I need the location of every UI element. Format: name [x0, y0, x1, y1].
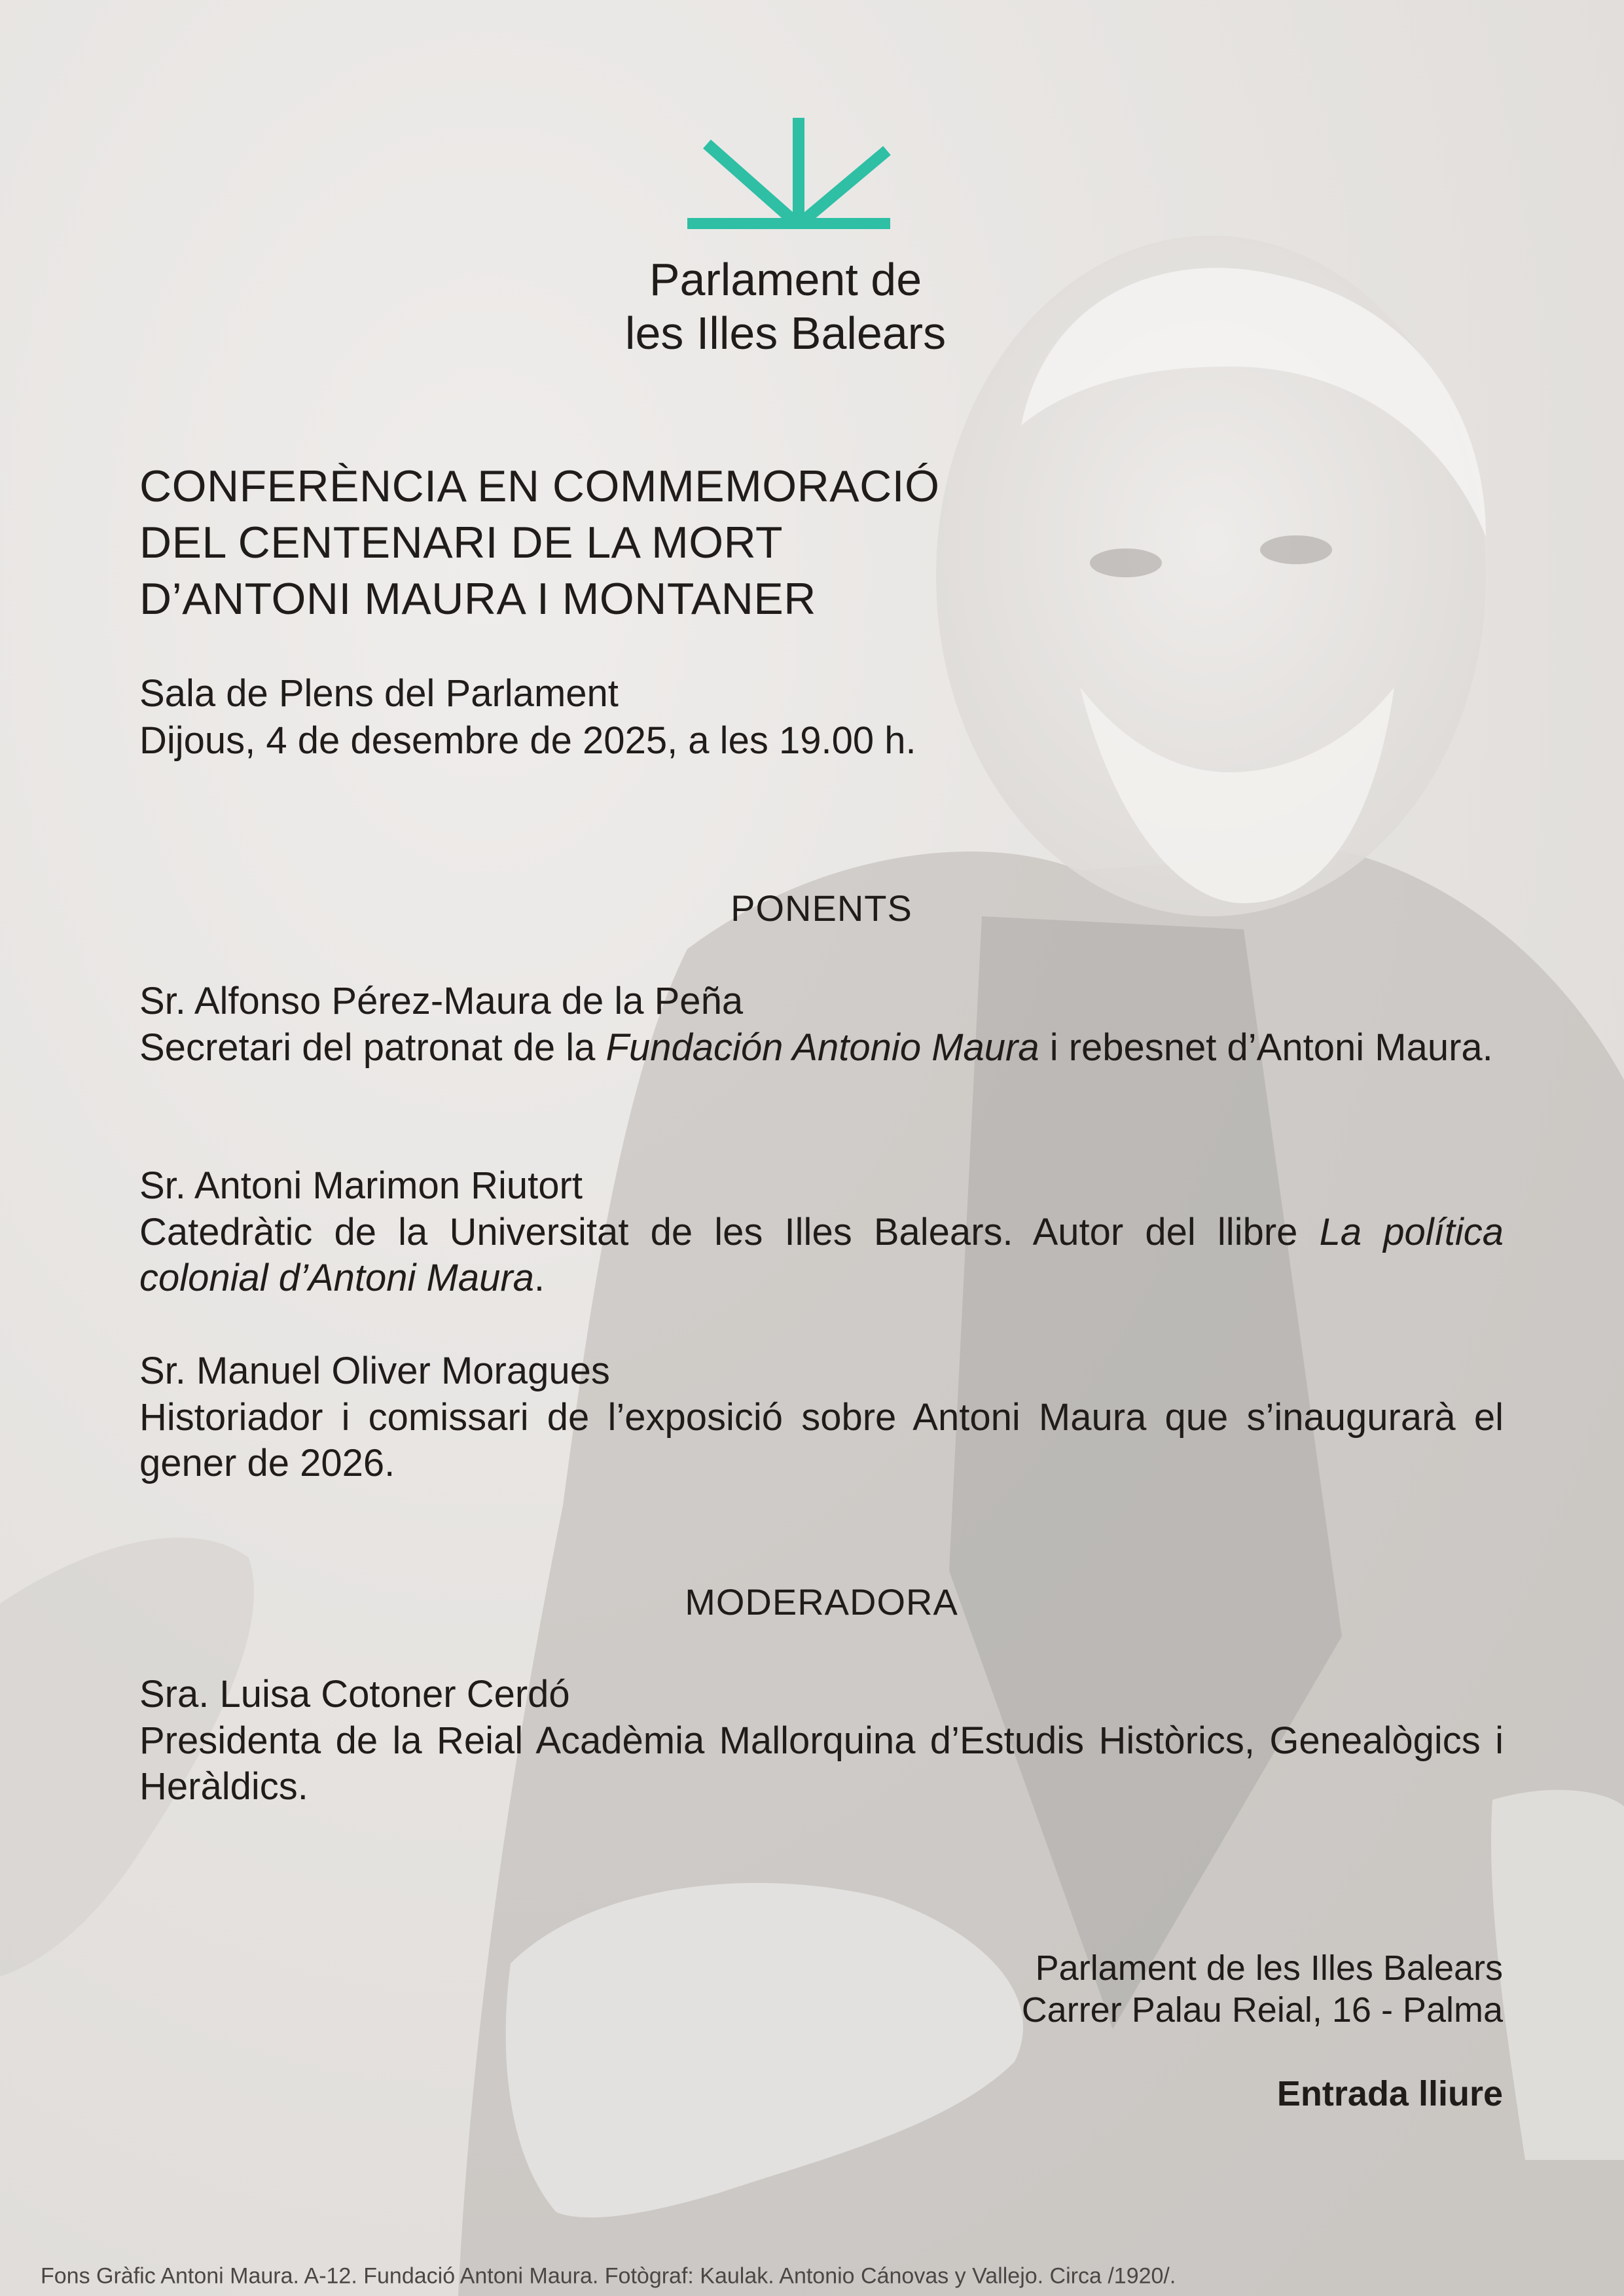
title-line-3: D’ANTONI MAURA I MONTANER [139, 574, 816, 624]
ponents-heading: PONENTS [731, 888, 912, 929]
venue-datetime: Dijous, 4 de desembre de 2025, a les 19.00 h. [139, 719, 916, 762]
speaker-3 [139, 1348, 1504, 1486]
speaker-description: Historiador i comissari de l’exposició sobre Antoni Maura que s’inaugurarà el gener de 2026. [139, 1396, 1504, 1484]
address-line-1: Parlament de les Illes Balears [1035, 1948, 1503, 1988]
event-venue [139, 670, 1252, 764]
speaker-desc-text: Catedràtic de la Universitat de les Illes Balears. Autor del llibre [139, 1211, 1320, 1253]
moderadora-heading: MODERADORA [685, 1581, 958, 1623]
speaker-2 [139, 1162, 1504, 1301]
photo-credit: Fons Gràfic Antoni Maura. A-12. Fundació Antoni Maura. Fotògraf: Kaulak. Antonio Cánovas y Vallejo. Circa /1920/. [41, 2263, 1176, 2289]
speaker-name: Sr. Manuel Oliver Moragues [139, 1350, 610, 1392]
event-title [139, 458, 1252, 627]
speaker-desc-italic: Fundación Antonio Maura [605, 1026, 1039, 1069]
speaker-name: Sr. Antoni Marimon Riutort [139, 1164, 583, 1207]
moderator-description: Presidenta de la Reial Acadèmia Mallorquina d’Estudis Històrics, Genealògics i Heràldics. [139, 1719, 1504, 1808]
moderator [139, 1671, 1504, 1810]
logo-line-1: Parlament de [649, 254, 922, 305]
speaker-desc-italic: La política colonial d’Antoni Maura [139, 1211, 1504, 1299]
speaker-name: Sr. Alfonso Pérez-Maura de la Peña [139, 980, 744, 1022]
title-line-2: DEL CENTENARI DE LA MORT [139, 518, 784, 567]
logo-wordmark [589, 253, 982, 360]
title-line-1: CONFERÈNCIA EN COMMEMORACIÓ [139, 461, 940, 511]
free-entry-note: Entrada lliure [1276, 2074, 1503, 2113]
speaker-desc-text: . [533, 1257, 545, 1299]
parlament-logo [589, 111, 982, 367]
speaker-description [139, 1210, 1504, 1301]
venue-place: Sala de Plens del Parlament [139, 672, 619, 715]
sunrise-logo-icon [668, 111, 903, 229]
speaker-desc-text: Secretari del patronat de la [139, 1026, 606, 1069]
moderator-name: Sra. Luisa Cotoner Cerdó [139, 1673, 570, 1715]
logo-line-2: les Illes Balears [624, 308, 947, 359]
speaker-desc-text: i rebesnet d’Antoni Maura. [1039, 1026, 1493, 1069]
speaker-description [139, 1025, 1504, 1071]
venue-address [1022, 1947, 1503, 2031]
address-line-2: Carrer Palau Reial, 16 - Palma [1021, 1990, 1503, 2030]
speaker-1 [139, 978, 1504, 1071]
